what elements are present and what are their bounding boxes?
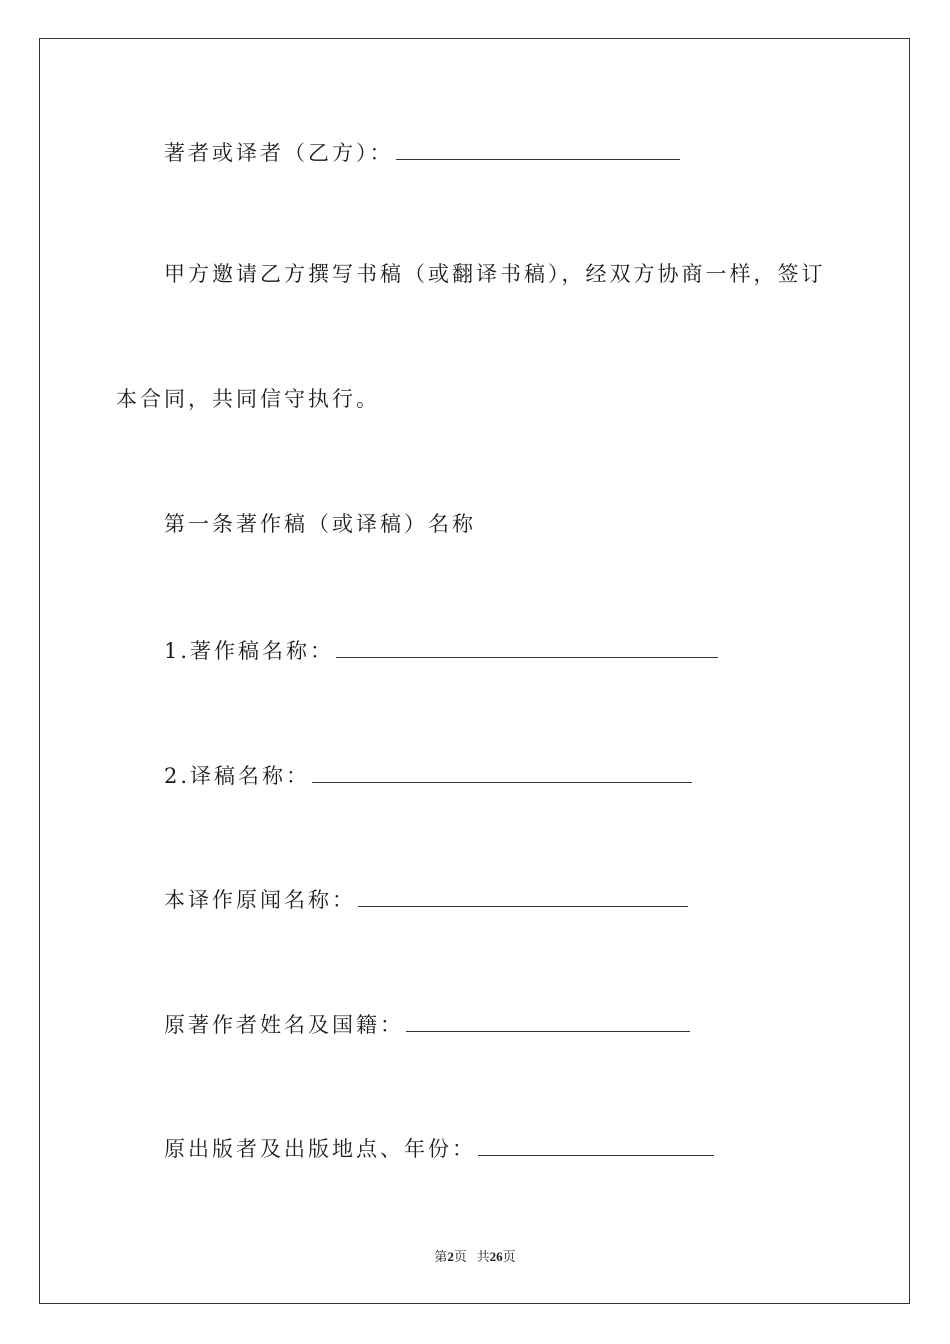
page-unit: 页 bbox=[453, 1249, 467, 1264]
article-one-heading-text: 第一条著作稿（或译稿）名称 bbox=[164, 512, 476, 536]
work-title-line bbox=[164, 635, 718, 665]
intro-paragraph-line-2 bbox=[116, 385, 380, 413]
intro-paragraph-line-1 bbox=[164, 260, 826, 288]
total-prefix: 共 bbox=[476, 1249, 490, 1264]
author-translator-label: 著者或译者（乙方）： bbox=[164, 141, 394, 165]
work-title-blank[interactable] bbox=[336, 635, 718, 658]
original-publisher-line bbox=[164, 1133, 714, 1163]
work-title-label: 1.著作稿名称： bbox=[164, 639, 335, 663]
intro-paragraph-text-1: 甲方邀请乙方撰写书稿（或翻译书稿），经双方协商一样，签订 bbox=[164, 262, 826, 286]
intro-paragraph-text-2: 本合同，共同信守执行。 bbox=[116, 387, 380, 411]
original-author-label: 原著作者姓名及国籍： bbox=[164, 1013, 404, 1037]
author-translator-line bbox=[164, 137, 680, 167]
translation-title-blank[interactable] bbox=[312, 760, 692, 783]
author-translator-blank[interactable] bbox=[396, 137, 680, 160]
page-current: 2 bbox=[447, 1249, 454, 1264]
original-author-blank[interactable] bbox=[406, 1009, 690, 1032]
page-border bbox=[39, 38, 910, 1304]
original-title-label: 本译作原闻名称： bbox=[164, 888, 356, 912]
original-title-line bbox=[164, 884, 688, 914]
page-total: 26 bbox=[489, 1249, 503, 1264]
translation-title-line bbox=[164, 760, 692, 790]
page-prefix: 第 bbox=[434, 1249, 448, 1264]
original-publisher-blank[interactable] bbox=[478, 1133, 714, 1156]
translation-title-label: 2.译稿名称： bbox=[164, 764, 311, 788]
original-author-line bbox=[164, 1009, 690, 1039]
original-title-blank[interactable] bbox=[358, 884, 688, 907]
page-footer bbox=[0, 1248, 950, 1266]
total-unit: 页 bbox=[502, 1249, 516, 1264]
article-one-heading bbox=[164, 510, 476, 538]
original-publisher-label: 原出版者及出版地点、年份： bbox=[164, 1137, 476, 1161]
